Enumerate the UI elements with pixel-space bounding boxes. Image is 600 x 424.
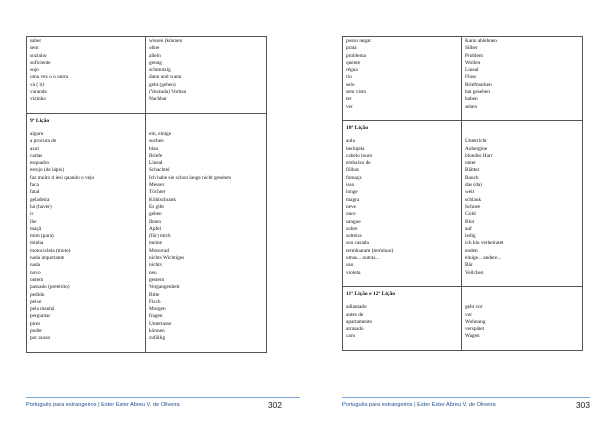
vocabulary-word: peixe [30,298,42,305]
vocabulary-word: Bär [465,262,473,269]
vocabulary-word: auf [465,225,472,232]
vocabulary-word: rio [346,74,352,81]
vocabulary-word: sem visto [346,89,367,96]
german-column [462,286,583,350]
vocabulary-word: Blut [465,218,475,225]
vocabulary-word: solteira [346,233,362,240]
vocabulary-word: isso [346,182,355,189]
table-row [343,120,583,286]
word-list [346,304,458,340]
vocabulary-word: Schnee [465,203,481,210]
vocabulary-word: Unterricht [465,138,487,145]
word-list [149,131,263,343]
vocabulary-word: Aubergine [465,145,488,152]
vocabulary-word: Töchter [149,189,166,196]
vocabulary-word: sozinho [30,52,47,59]
vocabulary-word: Kann ablehnen [465,38,497,44]
vocabulary-word: estojo (de lápis) [30,167,64,174]
vocabulary-word: sangue [346,218,361,225]
vocabulary-word: weit [465,189,475,196]
page-number: 302 [267,400,282,410]
vocabulary-word: ein, einige [149,130,172,137]
vocabulary-word: cabelo louro [346,152,373,159]
vocabulary-word: Ich habe sie schon lange nicht gesehen [149,174,232,181]
vocabulary-word: nada [30,262,40,269]
vocabulary-word: geladeira [30,196,50,203]
vocabulary-table-right [342,36,583,351]
vocabulary-word: uso [346,262,354,269]
vocabulary-word: uma vez o u outra [30,74,68,81]
vocabulary-word: haben [465,96,478,103]
vocabulary-word: régua [346,67,358,74]
german-column [462,120,583,286]
word-list [465,304,579,340]
vocabulary-word: adiantado [346,304,367,311]
word-list [149,38,263,104]
vocabulary-word: dann und wann [149,74,182,81]
vocabulary-word: terminaram (terminar) [346,247,394,254]
vocabulary-word: sujo [30,67,39,74]
vocabulary-word: ouro [346,211,356,218]
lesson-title: 9ª Lição [30,117,50,124]
vocabulary-word: ver [346,103,353,110]
lesson-title: 10ª Lição [346,124,369,131]
word-list [465,138,579,277]
vocabulary-word: verspätet [465,326,485,333]
lesson-title: 11ª Lição e 12ª Lição [346,290,396,297]
vocabulary-word: unter [465,160,476,167]
vocabulary-word: a procura de [30,138,57,145]
vocabulary-word: ledig [465,233,476,240]
vocabulary-word: neve [346,203,356,210]
vocabulary-word: minha [30,240,44,247]
vocabulary-word: Nachbar [149,96,167,103]
vocabulary-word: passado (pretérito) [30,284,70,291]
vocabulary-word: Veilchen [465,269,484,276]
vocabulary-word: Briefe [149,152,163,159]
vocabulary-word: ich bin verheiratet [465,240,504,247]
vocabulary-word: há (haver) [30,203,52,210]
german-column [462,37,583,121]
vocabulary-word: varanda [30,89,47,96]
vocabulary-word: Lineal [149,160,163,167]
vocabulary-word: fôlhas [346,167,359,174]
vocabulary-word: motocicleta (moto) [30,247,71,254]
vocabulary-word: poder [30,327,43,334]
vocabulary-word: Vergangenheit [149,284,180,291]
vocabulary-word: das (da) [465,182,482,189]
vocabulary-word: esquadro [30,160,50,167]
vocabulary-word: sem [30,45,39,52]
word-list [30,131,142,343]
vocabulary-word: sobre [346,225,358,232]
vocabulary-word: zufällig [149,335,166,342]
vocabulary-word: fatal [30,189,40,196]
vocabulary-word: Apfel [149,225,162,232]
portuguese-column [343,286,462,350]
word-list [346,38,458,111]
vocabulary-word: neu [149,269,157,276]
vocabulary-word: lhe [30,218,37,225]
vocabulary-table-left [26,36,267,353]
vocabulary-word: faca [30,182,39,189]
portuguese-column [27,37,146,114]
vocabulary-word: longe [346,189,358,196]
portuguese-column [27,113,146,352]
vocabulary-word: können [149,327,165,334]
vocabulary-word: hat gesehen [465,89,490,96]
german-column [146,37,267,114]
vocabulary-word: geht (gehen) [149,81,176,88]
vocabulary-word: apartamento [346,318,373,325]
vocabulary-word: Wohnung [465,318,486,325]
vocabulary-word: pires [30,320,41,327]
vocabulary-word: pedido [30,291,45,298]
page-footer [26,397,300,410]
vocabulary-word: posso negar [346,38,372,44]
vocabulary-word: Motorrad [149,247,170,254]
vocabulary-word: novo [30,269,41,276]
word-list [346,138,458,277]
vocabulary-word: Kühlschrank [149,196,177,203]
vocabulary-word: Briefmarken [465,81,492,88]
vocabulary-word: Wollen [465,59,481,66]
vocabulary-word: gestern [149,276,165,283]
vocabulary-word: faz muito d iesi quando o vejo [30,174,95,181]
vocabulary-word: Wagen [465,333,480,340]
vocabulary-word: Morgen [149,306,166,313]
vocabulary-word: (für) mich [149,233,171,240]
vocabulary-word: saber [30,38,42,44]
vocabulary-word: Es gibt [149,203,164,210]
table-row [27,113,267,352]
table-row [27,37,267,114]
vocabulary-word: sehen [465,103,478,110]
vocabulary-word: Fisch [149,298,161,305]
vocabulary-word: caro [346,333,356,340]
vocabulary-word: Silber [465,45,478,52]
page-number: 303 [575,400,590,410]
vocabulary-word: selo [346,81,355,88]
vocabulary-word: mim (para) [30,233,54,240]
word-list [465,38,579,111]
vocabulary-word: nichts Wichtiges [149,255,185,262]
portuguese-column [343,120,462,286]
vocabulary-word: Blätter [465,167,480,174]
vocabulary-word: Fluss [465,74,477,81]
vocabulary-word: violeta [346,269,361,276]
vocabulary-word: genug [149,59,162,66]
vocabulary-word: Gold [465,211,476,218]
vocabulary-word: blondes Harr [465,152,493,159]
vocabulary-word: atrasado [346,326,364,333]
vocabulary-word: quente [346,59,361,66]
vocabulary-word: enden [465,247,478,254]
vocabulary-word: allein [149,52,161,59]
book-title: Português para estrangeiros | Ester Ester Abreu V. de Oliveira [26,402,180,408]
vocabulary-word: Problem [465,52,483,59]
vocabulary-word: pela manhã [30,306,55,313]
vocabulary-word: ohne [149,45,160,52]
vocabulary-word: schmutzig [149,67,171,74]
vocabulary-word: ontem [30,276,44,283]
vocabulary-word: ter [346,96,352,103]
portuguese-column [343,37,462,121]
vocabulary-word: vá ( ir) [30,81,45,88]
vocabulary-word: maçã [30,225,42,232]
vocabulary-word: perguntar [30,313,51,320]
right-page [300,0,600,424]
vocabulary-word: embaixo de [346,160,371,167]
vocabulary-word: vizinho [30,96,46,103]
vocabulary-word: gehen [149,211,162,218]
vocabulary-word: umas... outras... [346,255,380,262]
vocabulary-word: suficiente [30,59,51,66]
vocabulary-word: aula [346,138,355,145]
table-row [343,286,583,350]
page-footer [342,397,590,410]
vocabulary-word: fumaça [346,174,362,181]
vocabulary-word: einige... andere... [465,255,502,262]
vocabulary-word: algum [30,130,44,137]
vocabulary-word: Schachtel [149,167,170,174]
vocabulary-word: Lineal [465,67,479,74]
vocabulary-word: vor [465,311,473,318]
vocabulary-word: sou casada [346,240,369,247]
vocabulary-word: problema [346,52,367,59]
vocabulary-word: wissen (können [149,38,183,44]
word-list [30,38,142,104]
vocabulary-word: Untertasse [149,320,172,327]
vocabulary-word: fragen [149,313,163,320]
vocabulary-word: berinjela [346,145,365,152]
vocabulary-word: azul [30,145,39,152]
vocabulary-word: por acaso [30,335,51,342]
vocabulary-word: meine [149,240,162,247]
vocabulary-word: ir [30,211,34,218]
vocabulary-word: Messer [149,182,165,189]
vocabulary-word: prata [346,45,357,52]
vocabulary-word: Ihnen [149,218,162,225]
vocabulary-word: cartas [30,152,43,159]
vocabulary-word: blau [149,145,159,152]
book-title: Português para estrangeiros | Ester Ester Abreu V. de Oliveira [342,402,496,408]
german-column [146,113,267,352]
vocabulary-word: geht vor [465,304,483,311]
vocabulary-word: (Veranda) Vorbau [149,89,187,96]
vocabulary-word: Bitte [149,291,160,298]
vocabulary-word: nichts [149,262,162,269]
vocabulary-word: nada importante [30,255,65,262]
vocabulary-word: Rauch [465,174,479,181]
vocabulary-word: suchen [149,138,164,145]
vocabulary-word: antes de [346,311,364,318]
table-row [343,37,583,121]
vocabulary-word: magra [346,196,360,203]
vocabulary-word: schlank [465,196,482,203]
